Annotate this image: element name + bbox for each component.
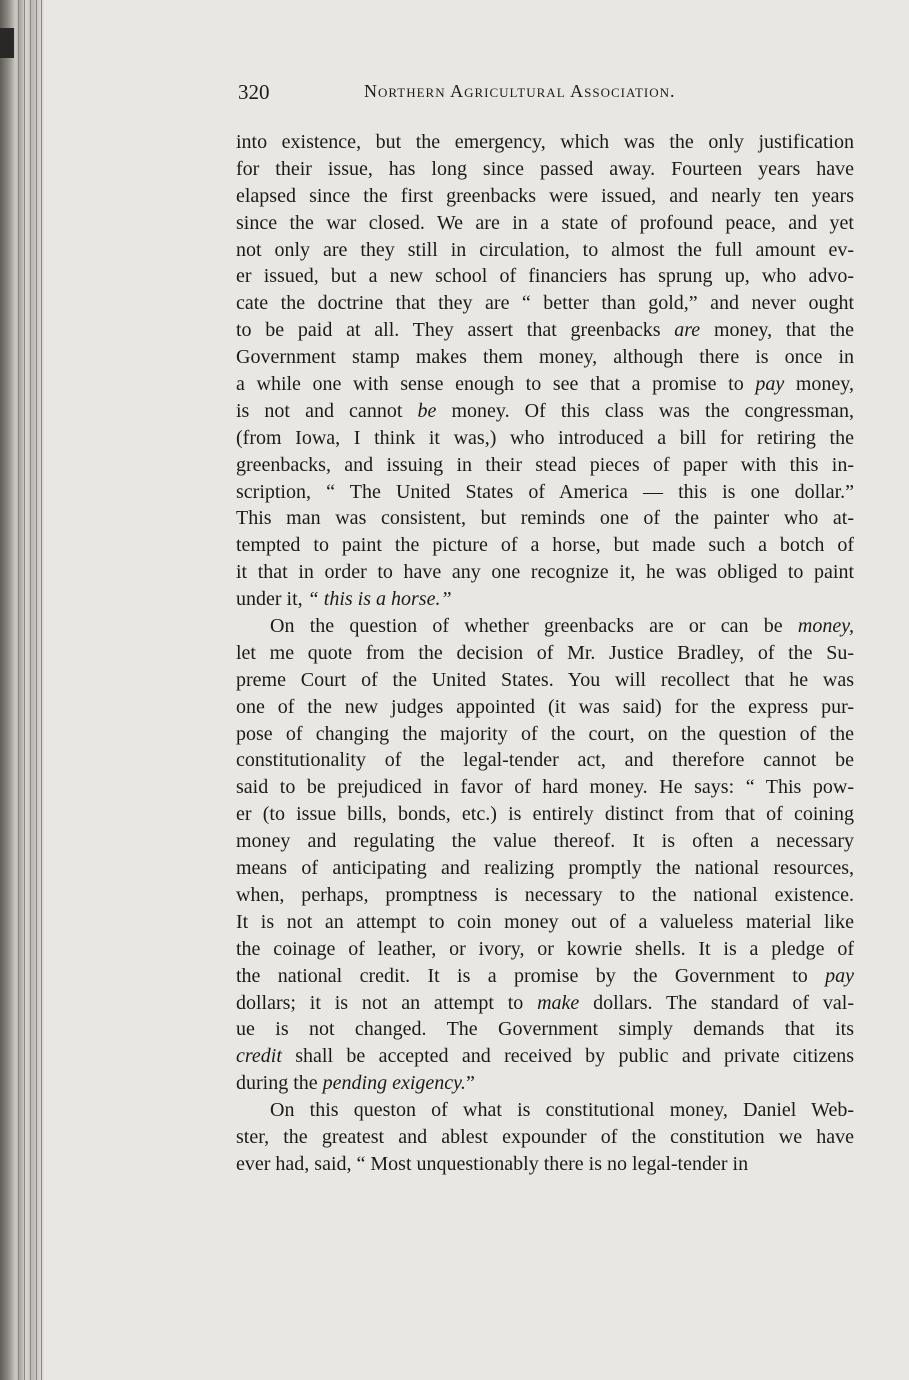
text-line — [236, 1097, 854, 1124]
text-line — [236, 290, 854, 317]
text-run: scription, “ The United States of America — this is one dollar.” — [236, 480, 854, 503]
running-head — [238, 80, 858, 108]
text-run: dollars; it is not an attempt to — [236, 991, 538, 1014]
text-run: This man was consistent, but reminds one of the painter who at- — [236, 507, 854, 530]
paragraph — [236, 613, 854, 1097]
text-line — [236, 398, 854, 425]
text-line — [236, 425, 854, 452]
text-run: ster, the greatest and ablest expounder of the constitution we have — [236, 1125, 854, 1148]
binding-edge-line — [30, 0, 31, 1380]
italic-text: “ this is a horse.” — [307, 588, 452, 611]
text-run: during the — [236, 1072, 323, 1095]
text-line — [236, 694, 854, 721]
text-line — [236, 479, 854, 506]
text-line — [236, 855, 854, 882]
text-line — [236, 613, 854, 640]
text-run: said to be prejudiced in favor of hard money. He says: “ This pow- — [236, 776, 854, 799]
text-line — [236, 1124, 854, 1151]
text-line — [236, 882, 854, 909]
text-run: greenbacks, and issuing in their stead pieces of paper with this in- — [236, 453, 854, 476]
paragraph — [236, 1097, 854, 1178]
text-run: On the question of whether greenbacks are or can be — [270, 615, 798, 638]
text-line — [236, 963, 854, 990]
text-run: into existence, but the emergency, which was the only justification — [236, 131, 854, 153]
text-line — [236, 263, 854, 290]
text-run: the national credit. It is a promise by the Government to — [236, 964, 826, 987]
text-line — [236, 505, 854, 532]
text-run: it that in order to have any one recognize it, he was obliged to paint — [236, 561, 854, 584]
text-line — [236, 210, 854, 237]
text-run: for their issue, has long since passed away. Fourteen years have — [236, 157, 854, 180]
text-line — [236, 721, 854, 748]
binding-tab — [0, 28, 14, 58]
text-run: ue is not changed. The Government simply demands that its — [236, 1018, 854, 1041]
text-run: under it, — [236, 588, 308, 611]
text-run: the coinage of leather, or ivory, or kowrie shells. It is a pledge of — [236, 937, 854, 960]
text-line — [236, 667, 854, 694]
text-run: ever had, said, “ Most unquestionably there is no legal-tender in — [236, 1152, 749, 1175]
text-run: cate the doctrine that they are “ better than gold,” and never ought — [236, 292, 854, 315]
text-run: means of anticipating and realizing promptly the national resources, — [236, 857, 854, 880]
text-run: dollars. The standard of val- — [579, 991, 854, 1014]
text-line — [236, 156, 854, 183]
text-run: It is not an attempt to coin money out of a valueless material like — [236, 910, 854, 933]
italic-text: pay — [825, 964, 854, 987]
text-run: not only are they still in circulation, to almost the full amount ev- — [236, 238, 854, 261]
text-run: since the war closed. We are in a state of profound peace, and yet — [236, 211, 854, 234]
text-line — [236, 640, 854, 667]
paragraph — [236, 129, 854, 613]
text-line — [236, 801, 854, 828]
text-run: er (to issue bills, bonds, etc.) is entirely distinct from that of coining — [236, 803, 854, 826]
text-line — [236, 1070, 854, 1097]
text-run: is not and cannot — [236, 399, 418, 422]
text-run: (from Iowa, I think it was,) who introduced a bill for retiring the — [236, 426, 854, 449]
body-text — [236, 129, 854, 1178]
italic-text: money, — [797, 615, 854, 638]
text-run: tempted to paint the picture of a horse, but made such a botch of — [236, 534, 854, 557]
text-line — [236, 1043, 854, 1070]
text-line — [236, 1016, 854, 1043]
text-run: shall be accepted and received by public and private citizens — [281, 1045, 854, 1068]
text-run: er issued, but a new school of financiers has sprung up, who advo- — [236, 265, 854, 288]
text-line — [236, 371, 854, 398]
text-run: when, perhaps, promptness is necessary to the national existence. — [236, 883, 854, 906]
text-line — [236, 344, 854, 371]
text-line — [236, 936, 854, 963]
text-line — [236, 909, 854, 936]
text-run: ” — [465, 1072, 475, 1095]
binding-edge-line — [18, 0, 19, 1380]
italic-text: pay — [755, 373, 785, 396]
page-number: 320 — [238, 80, 270, 104]
running-title: Northern Agricultural Association. — [364, 81, 676, 101]
binding-edge-line — [41, 0, 42, 1380]
text-line — [236, 586, 854, 613]
text-run: constitutionality of the legal-tender act, and therefore cannot be — [236, 749, 854, 772]
text-line — [236, 1151, 854, 1178]
text-line — [236, 559, 854, 586]
text-run: money. Of this class was the congressman, — [436, 399, 854, 422]
text-run: a while one with sense enough to see that a promise to — [236, 373, 756, 396]
italic-text: make — [537, 991, 580, 1014]
book-binding — [0, 0, 44, 1380]
text-run: one of the new judges appointed (it was said) for the express pur- — [236, 695, 854, 718]
text-line — [236, 317, 854, 344]
text-run: money, that the — [700, 319, 854, 342]
text-line — [236, 774, 854, 801]
text-run: Government stamp makes them money, although there is once in — [236, 346, 854, 369]
text-line — [236, 452, 854, 479]
italic-text: are — [674, 319, 701, 342]
italic-text: be — [417, 399, 437, 422]
text-line — [236, 828, 854, 855]
text-run: money, — [784, 373, 854, 396]
text-run: let me quote from the decision of Mr. Justice Bradley, of the Su- — [236, 641, 854, 664]
text-run: On this queston of what is constitutional money, Daniel Web- — [270, 1099, 854, 1122]
binding-edge-line — [36, 0, 37, 1380]
binding-edge-line — [24, 0, 25, 1380]
text-run: to be paid at all. They assert that greenbacks — [236, 319, 675, 342]
text-line — [236, 747, 854, 774]
text-line — [236, 532, 854, 559]
text-run: money and regulating the value thereof. It is often a necessary — [236, 830, 854, 853]
italic-text: pending exigency. — [322, 1072, 466, 1095]
italic-text: credit — [236, 1045, 282, 1068]
text-line — [236, 237, 854, 264]
text-line — [236, 183, 854, 210]
text-run: preme Court of the United States. You will recollect that he was — [236, 668, 854, 691]
text-run: elapsed since the first greenbacks were issued, and nearly ten years — [236, 184, 854, 207]
text-line — [236, 129, 854, 156]
text-line — [236, 990, 854, 1017]
text-run: pose of changing the majority of the court, on the question of the — [236, 722, 854, 745]
